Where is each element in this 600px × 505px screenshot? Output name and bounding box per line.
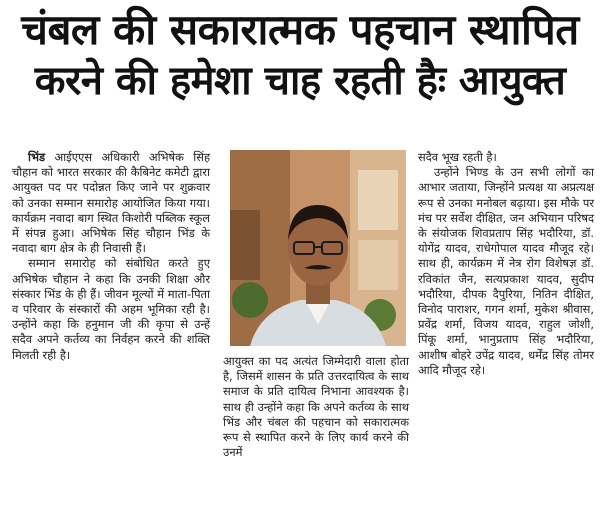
article-paragraph: सम्मान समारोह को संबोधित करते हुए अभिषेक चौहान ने कहा कि उनकी शिक्षा और संस्कार भिंड के ही हैं। जीवन मूल्यों में माता-पिता व परिवार के संस्कारों की अहम भूमिका रही है। उन्होंने कहा कि हनुमान जी की कृपा से उन्हें सदैव अपने कर्तव्य का निर्वहन करने की शक्ति मिलती रही है। [12, 256, 210, 362]
paragraph-text: आईएएस अधिकारी अभिषेक सिंह चौहान को भारत सरकार की कैबिनेट कमेटी द्वारा आयुक्त पद पर पदोन्नत किए जाने पर शुक्रवार को उनका सम्मान समारोह आयोजित किया गया। कार्यक्रम नवादा बाग स्थित किशोरी पब्लिक स्कूल में संपन्न हुआ। अभिषेक सिंह चौहान भिंड के नवादा बाग क्षेत्र के ही निवासी हैं। [12, 150, 210, 256]
portrait-photo [230, 150, 406, 346]
headline [0, 4, 600, 106]
dateline: भिंड [28, 150, 46, 164]
article-paragraph: सदैव भूख रहती है। [418, 150, 497, 164]
article-paragraph: आयुक्त का पद अत्यंत जिम्मेदारी वाला होता है, जिसमें शासन के प्रति उत्तरदायित्व के साथ समाज के प्रति दायित्व निभाना आवश्यक है। साथ ही उन्होंने कहा कि अपने कर्तव्य के साथ भिंड और चंबल की पहचान को सकारात्मक रूप से स्थापित करने के लिए कार्य करने की उनमें [223, 354, 409, 460]
article-column-3 [418, 150, 594, 378]
article-column-2 [223, 354, 409, 460]
article-column-1 [12, 150, 210, 363]
headline-line-1: चंबल की सकारात्मक पहचान स्थापित [21, 5, 579, 54]
article-paragraph: उन्होंने भिण्ड के उन सभी लोगों का आभार जताया, जिन्होंने प्रत्यक्ष या अप्रत्यक्ष रूप से उनका मनोबल बढ़ाया। इस मौके पर मंच पर सर्वेश दीक्षित, जन अभियान परिषद के संयोजक शिवप्रताप सिंह भदौरिया, डॉ. योगेंद्र यादव, राधेगोपाल यादव मौजूद रहे। साथ ही, कार्यक्रम में नेत्र रोग विशेषज्ञ डॉ. रविकांत जैन, सत्यप्रकाश यादव, सुदीप भदौरिया, दीपक दैपुरिया, नितिन दीक्षित, विनोद पाराशर, गगन शर्मा, मुकेश श्रीवास, प्रवेंद्र शर्मा, विजय यादव, राहुल जोशी, पिंकू शर्मा, भानुप्रताप सिंह भदौरिया, आशीष बोहरे उपेंद्र यादव, धर्मेंद्र सिंह तोमर आदि मौजूद रहे। [418, 165, 594, 377]
article-paragraph [12, 150, 210, 256]
headline-line-2: करने की हमेशा चाह रहती हैः आयुक्त [34, 58, 566, 104]
